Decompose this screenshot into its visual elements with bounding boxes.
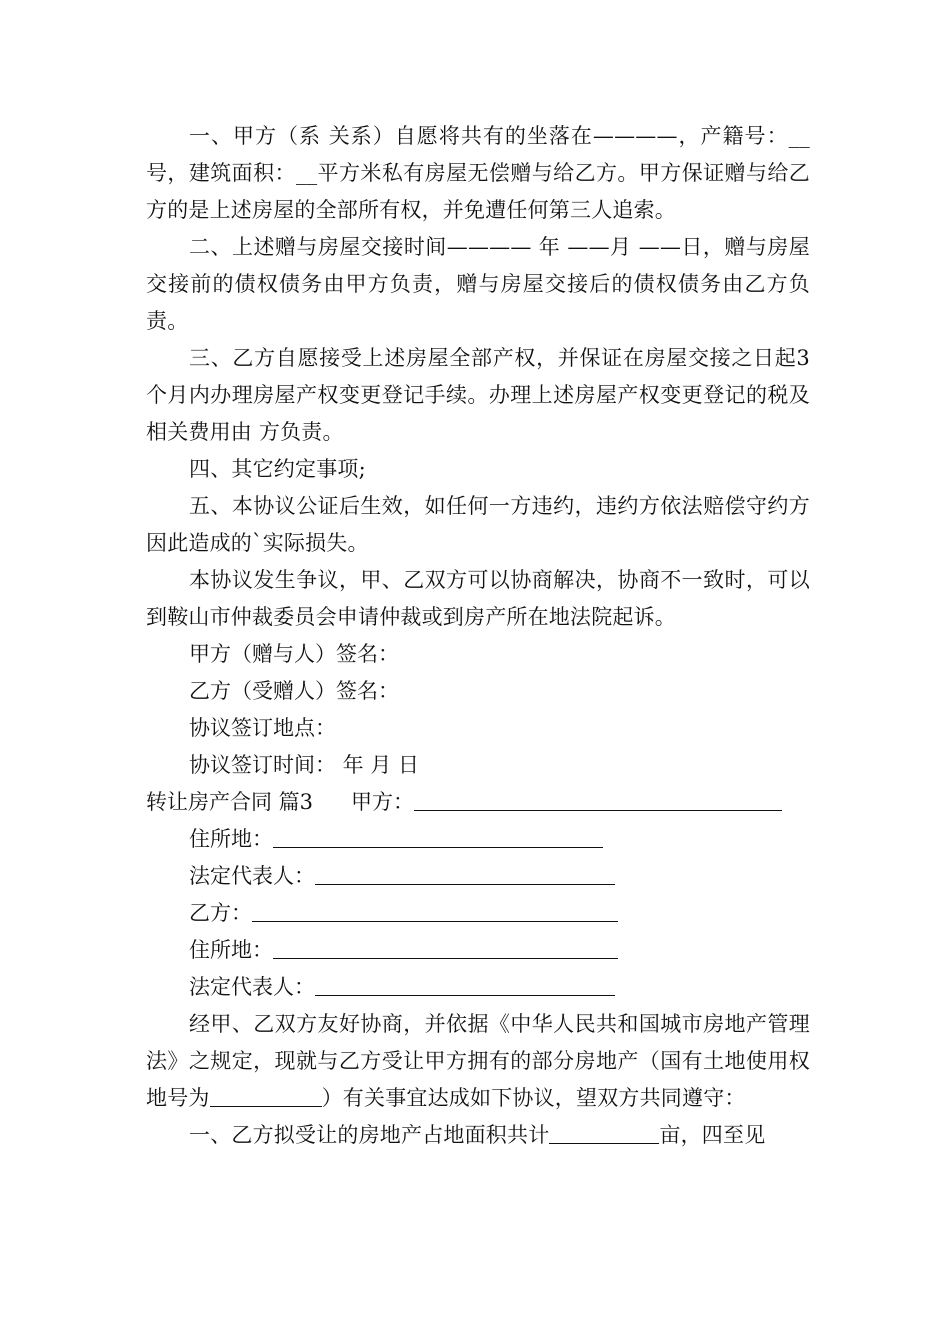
intro-text-after: ）有关事宜达成如下协议，望双方共同遵守： <box>321 1086 746 1110</box>
signing-date: 协议签订时间： 年 月 日 <box>189 753 420 777</box>
field-label: 法定代表人： <box>189 864 315 888</box>
paragraph-gift-clause-5: 五、本协议公证后生效，如任何一方违约，违约方依法赔偿守约方因此造成的`实际损失。 <box>146 494 810 555</box>
paragraph-gift-clause-4: 四、其它约定事项; <box>189 457 366 481</box>
field-blank <box>273 936 618 959</box>
field-blank <box>252 899 618 922</box>
field-representative-a <box>146 858 810 895</box>
signature-donee: 乙方（受赠人）签名： <box>189 679 399 703</box>
paragraph-gift-clause-3: 三、乙方自愿接受上述房屋全部产权，并保证在房屋交接之日起3个月内办理房屋产权变更登记手续。办理上述房屋产权变更登记的税及相关费用由 方负责。 <box>146 346 810 444</box>
field-party-b <box>146 895 810 932</box>
clause1-text-before: 一、乙方拟受让的房地产占地面积共计 <box>189 1123 550 1147</box>
paragraph-transfer-clause-1 <box>146 1117 810 1154</box>
field-address-a <box>146 821 810 858</box>
field-representative-b <box>146 969 810 1006</box>
intro-text-before: 经甲、乙双方友好协商，并依据《中华人民共和国城市房地产管理法》之规定，现就与乙方受让甲方拥有的部分房地产（国有土地使用权地号为 <box>146 1012 810 1110</box>
field-blank <box>315 862 615 885</box>
paragraph-gift-clause-1: 一、甲方（系 关系）自愿将共有的坐落在————，产籍号：__号，建筑面积：__平方米私有房屋无偿赠与给乙方。甲方保证赠与给乙方的是上述房屋的全部所有权，并免遭任何第三人追索。 <box>146 124 810 222</box>
party-a-label: 甲方： <box>351 790 415 814</box>
party-a-blank <box>414 788 782 811</box>
signature-donor: 甲方（赠与人）签名： <box>189 642 399 666</box>
paragraph-dispute: 本协议发生争议，甲、乙双方可以协商解决，协商不一致时，可以到鞍山市仲裁委员会申请仲裁或到房产所在地法院起诉。 <box>146 568 810 629</box>
field-address-b <box>146 932 810 969</box>
document-body <box>146 118 810 1154</box>
area-blank <box>549 1121 659 1144</box>
field-blank <box>273 825 603 848</box>
paragraph-intro <box>146 1006 810 1117</box>
signing-place: 协议签订地点： <box>189 716 336 740</box>
field-blank <box>315 973 615 996</box>
section-title: 转让房产合同 篇3 <box>146 790 314 814</box>
field-label: 住所地： <box>189 938 273 962</box>
clause1-text-after: 亩，四至见 <box>659 1123 766 1147</box>
land-number-blank <box>210 1084 322 1107</box>
paragraph-gift-clause-2: 二、上述赠与房屋交接时间———— 年 ——月 ——日，赠与房屋交接前的债权债务由甲方负责，赠与房屋交接后的债权债务由乙方负责。 <box>146 235 810 333</box>
field-label: 住所地： <box>189 827 273 851</box>
field-label: 法定代表人： <box>189 975 315 999</box>
field-label: 乙方： <box>189 901 252 925</box>
section-heading-line <box>146 784 810 821</box>
